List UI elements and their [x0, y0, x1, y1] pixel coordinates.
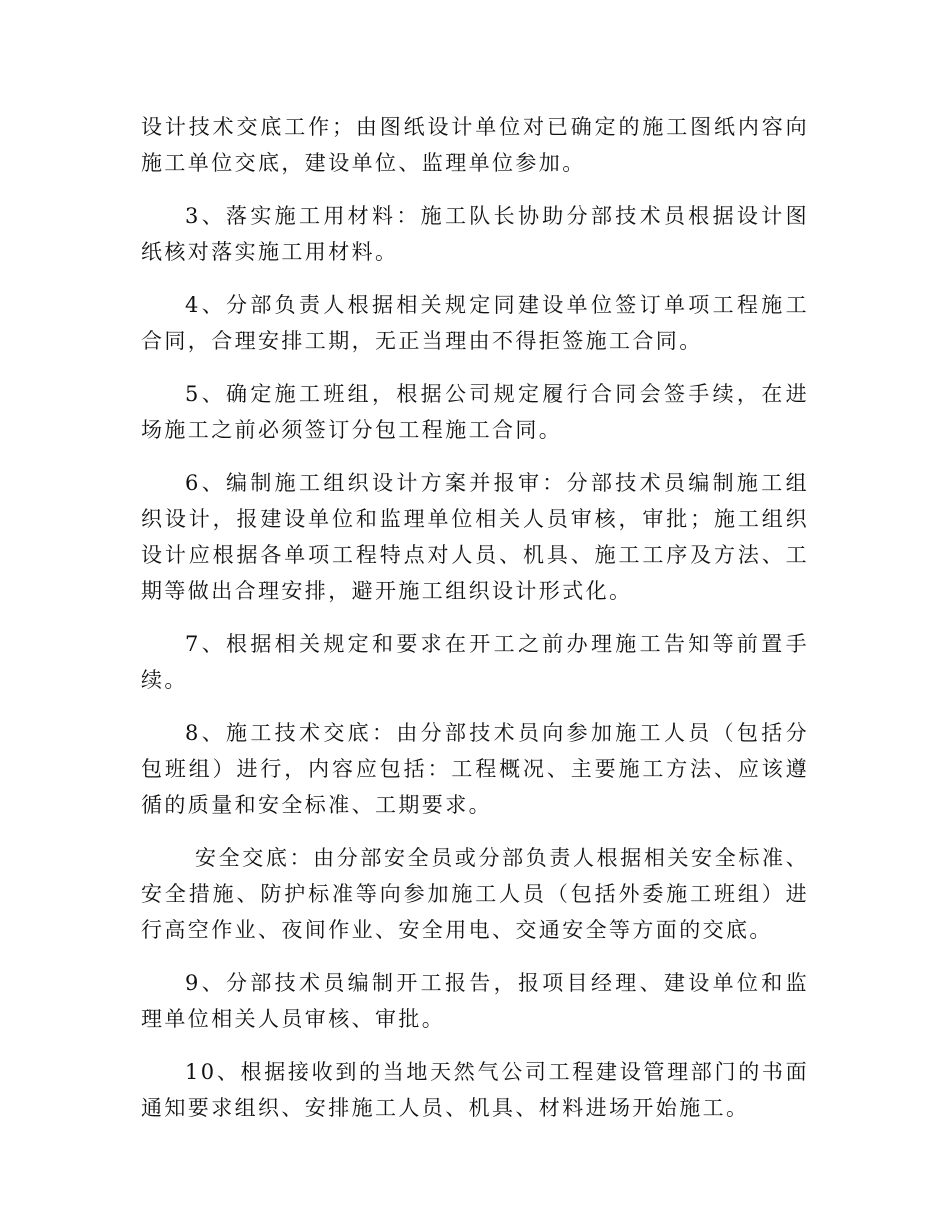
paragraph-item-10: 10、根据接收到的当地天然气公司工程建设管理部门的书面通知要求组织、安排施工人员、机具、材料进场开始施工。 — [141, 1060, 809, 1120]
paragraph-item-5: 5、确定施工班组，根据公司规定履行合同会签手续，在进场施工之前必须签订分包工程施工合同。 — [141, 382, 809, 442]
document-page — [141, 109, 809, 1143]
paragraph-item-7: 7、根据相关规定和要求在开工之前办理施工告知等前置手续。 — [141, 632, 809, 692]
paragraph-item-3: 3、落实施工用材料：施工队长协助分部技术员根据设计图纸核对落实施工用材料。 — [141, 204, 809, 264]
paragraph-item-9: 9、分部技术员编制开工报告，报项目经理、建设单位和监理单位相关人员审核、审批。 — [141, 971, 809, 1031]
paragraph-item-6: 6、编制施工组织设计方案并报审：分部技术员编制施工组织设计，报建设单位和监理单位相关人员审核，审批；施工组织设计应根据各单项工程特点对人员、机具、施工工序及方法、工期等做出合理安排，避开施工组织设计形式化。 — [141, 471, 809, 603]
paragraph-item-4: 4、分部负责人根据相关规定同建设单位签订单项工程施工合同，合理安排工期，无正当理由不得拒签施工合同。 — [141, 293, 809, 353]
paragraph-item-8: 8、施工技术交底：由分部技术员向参加施工人员（包括分包班组）进行，内容应包括：工程概况、主要施工方法、应该遵循的质量和安全标准、工期要求。 — [141, 721, 809, 817]
paragraph-continuation: 设计技术交底工作；由图纸设计单位对已确定的施工图纸内容向施工单位交底，建设单位、监理单位参加。 — [141, 115, 809, 175]
paragraph-safety-briefing: 安全交底：由分部安全员或分部负责人根据相关安全标准、安全措施、防护标准等向参加施工人员（包括外委施工班组）进行高空作业、夜间作业、安全用电、交通安全等方面的交底。 — [141, 846, 809, 942]
